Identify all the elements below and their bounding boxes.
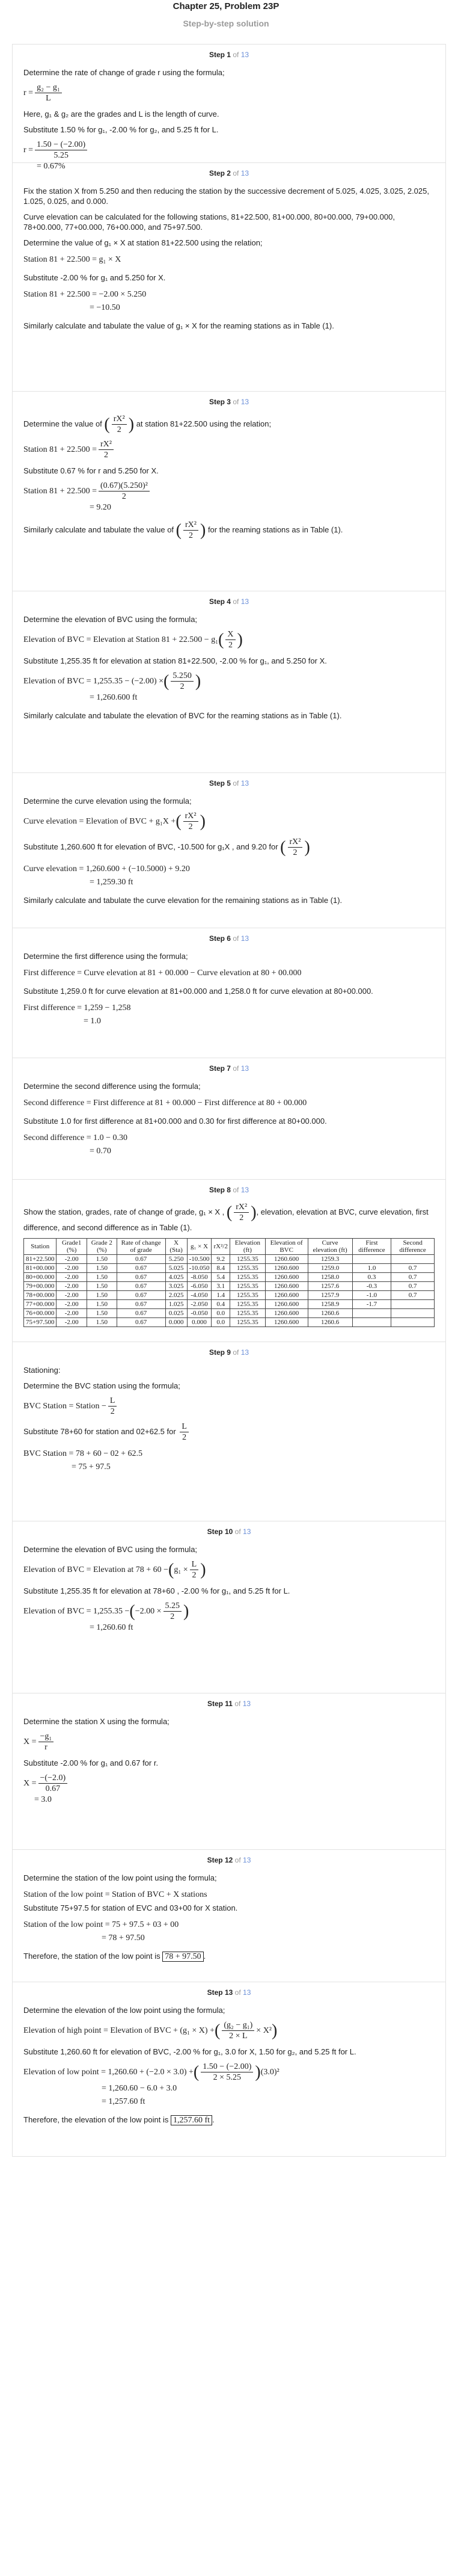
- table-cell: 78+00.000: [24, 1291, 56, 1300]
- table-cell: [391, 1255, 435, 1264]
- step-card: [12, 163, 446, 392]
- formula: BVC Station = 78 + 60 − 02 + 62.5 = 75 + 97.5: [23, 1449, 143, 1471]
- step-text: Stationing:: [23, 1366, 61, 1375]
- table-header-cell: Rate of change of grade: [117, 1239, 165, 1255]
- table-cell: 1255.35: [230, 1282, 265, 1291]
- table-cell: 0.000: [187, 1318, 212, 1327]
- step-text: Fix the station X from 5.250 and then reducing the station by the successive decrement of 5.025, 4.025, 3.025, 2.025, 1.025, 0.025, and 0.000.: [23, 186, 429, 206]
- table-cell: -1.7: [352, 1300, 391, 1309]
- step-text: Similarly calculate and tabulate the curve elevation for the remaining stations as in Table (1).: [23, 896, 343, 905]
- table-cell: -2.00: [56, 1318, 87, 1327]
- table-cell: 75+97.500: [24, 1318, 56, 1327]
- table-cell: 1260.600: [265, 1282, 308, 1291]
- table-cell: -2.00: [56, 1264, 87, 1273]
- step-header: Step 10 of 13: [207, 1527, 251, 1536]
- formula: Elevation of BVC = Elevation at 78 + 60 − ( g₁ × $\frac{L}{2}$ ): [23, 1560, 206, 1580]
- table-cell: -2.00: [56, 1255, 87, 1264]
- table-cell: 0.67: [117, 1309, 165, 1318]
- step-text: Determine the elevation of BVC using the formula;: [23, 615, 198, 624]
- table-cell: 9.2: [212, 1255, 230, 1264]
- step-text: Determine the rate of change of grade r using the formula;: [23, 68, 225, 77]
- step-text: Substitute 1,259.0 ft for curve elevation at 81+00.000 and 1,258.0 ft for curve elevation at 80+00.000.: [23, 987, 373, 996]
- table-cell: -2.050: [187, 1300, 212, 1309]
- table-cell: 0.67: [117, 1300, 165, 1309]
- formula: X = $\frac{\text{−g₁}}{r}$: [23, 1732, 435, 1752]
- table-cell: 1.0: [352, 1264, 391, 1273]
- table-row: [24, 1318, 435, 1327]
- step-header: Step 4 of 13: [209, 597, 249, 606]
- table-cell: 0.67: [117, 1291, 165, 1300]
- table-cell: 1.50: [87, 1291, 117, 1300]
- step-card: [12, 928, 446, 1058]
- table-cell: 1.50: [87, 1309, 117, 1318]
- formula: Curve elevation = Elevation of BVC + g₁X + ( $\frac{\text{rX²}}{2}$ ): [23, 812, 206, 831]
- table-cell: 79+00.000: [24, 1282, 56, 1291]
- page-title: Chapter 25, Problem 23P: [173, 1, 279, 11]
- table-cell: 1258.9: [308, 1300, 352, 1309]
- table-row: [24, 1309, 435, 1318]
- table-header-cell: Station: [24, 1239, 56, 1255]
- table-cell: [391, 1300, 435, 1309]
- table-cell: 8.4: [212, 1264, 230, 1273]
- table-cell: 0.67: [117, 1282, 165, 1291]
- table-cell: 0.67: [117, 1264, 165, 1273]
- table-cell: 1255.35: [230, 1255, 265, 1264]
- table-cell: 1260.600: [265, 1318, 308, 1327]
- table-cell: 1.50: [87, 1300, 117, 1309]
- step-text: Similarly calculate and tabulate the elevation of BVC for the reaming stations as in Table (1).: [23, 711, 342, 720]
- table-cell: -4.050: [187, 1291, 212, 1300]
- step-card: [12, 1693, 446, 1850]
- table-cell: -2.00: [56, 1291, 87, 1300]
- step-text: Substitute 1,255.35 ft for elevation at station 81+22.500, -2.00 % for g₁, and 5.250 for X.: [23, 656, 327, 665]
- table-cell: -2.00: [56, 1309, 87, 1318]
- table-cell: 0.0: [212, 1318, 230, 1327]
- formula: Station 81 + 22.500 = $\frac{\text{(0.67)(5.250)²}}{2}$ = 9.20: [23, 481, 435, 514]
- table-cell: 0.7: [391, 1264, 435, 1273]
- step-text: Substitute 1.50 % for g₁, -2.00 % for g₂, and 5.25 ft for L.: [23, 125, 219, 134]
- step-card: [12, 1180, 446, 1342]
- table-cell: 1255.35: [230, 1291, 265, 1300]
- table-cell: -10.500: [187, 1255, 212, 1264]
- table-cell: -1.0: [352, 1291, 391, 1300]
- step-text: Substitute 0.67 % for r and 5.250 for X.: [23, 466, 159, 475]
- table-row: [24, 1255, 435, 1264]
- step-header: Step 13 of 13: [207, 1988, 251, 1997]
- table-cell: 0.67: [117, 1318, 165, 1327]
- table-cell: 2.025: [165, 1291, 187, 1300]
- step-text: Determine the station of the low point using the formula;: [23, 1873, 217, 1882]
- step-card: [12, 1058, 446, 1180]
- table-cell: [352, 1255, 391, 1264]
- step-text: Substitute 1,260.600 ft for elevation of BVC, -10.500 for g₁X , and 9.20 for ( $\frac{\text{rX²}}{2}$ ): [23, 837, 310, 857]
- table-cell: 0.67: [117, 1273, 165, 1282]
- step-text: Substitute 75+97.5 for station of EVC and 03+00 for X station.: [23, 1903, 238, 1912]
- table-cell: 0.3: [352, 1273, 391, 1282]
- step-text: Determine the station X using the formula;: [23, 1717, 170, 1726]
- page-header: [0, 0, 452, 28]
- table-header-cell: X (Sta): [165, 1239, 187, 1255]
- formula: Station of the low point = Station of BVC + X stations: [23, 1890, 207, 1899]
- steps-list: [0, 44, 452, 2157]
- formula: Station 81 + 22.500 = −2.00 × 5.250 = −10.50: [23, 290, 147, 312]
- step-card: [12, 392, 446, 591]
- step-card: [12, 1982, 446, 2157]
- table-cell: 1.50: [87, 1255, 117, 1264]
- table-cell: 0.7: [391, 1273, 435, 1282]
- table-cell: 77+00.000: [24, 1300, 56, 1309]
- formula: BVC Station = Station − $\frac{L}{2}$: [23, 1396, 435, 1416]
- table-header-cell: rX²/2: [212, 1239, 230, 1255]
- step-card: [12, 1521, 446, 1693]
- table-cell: 5.250: [165, 1255, 187, 1264]
- step-header: Step 5 of 13: [209, 779, 249, 787]
- table-cell: 1.50: [87, 1318, 117, 1327]
- step-header: Step 8 of 13: [209, 1186, 249, 1194]
- table-cell: 1260.6: [308, 1318, 352, 1327]
- table-header-cell: Curve elevation (ft): [308, 1239, 352, 1255]
- table-row: [24, 1291, 435, 1300]
- step-text: Show the station, grades, rate of change of grade, g₁ × X , ( $\frac{\text{rX²}}{2}$ ) , elevation, elevation at BVC, curve elevation, first difference, and second difference as in Table (1).: [23, 1203, 429, 1232]
- table-cell: 1257.6: [308, 1282, 352, 1291]
- table-cell: 1260.600: [265, 1291, 308, 1300]
- step-text: Determine the value of g₁ × X at station 81+22.500 using the relation;: [23, 238, 263, 247]
- table-row: [24, 1300, 435, 1309]
- table-cell: -2.00: [56, 1273, 87, 1282]
- step-text: Substitute -2.00 % for g₁ and 5.250 for X.: [23, 273, 166, 282]
- table-header-cell: Grade1 (%): [56, 1239, 87, 1255]
- table-cell: 76+00.000: [24, 1309, 56, 1318]
- formula: First difference = Curve elevation at 81 + 00.000 − Curve elevation at 80 + 00.000: [23, 969, 302, 978]
- step-text: Determine the BVC station using the formula;: [23, 1381, 180, 1390]
- table-cell: 0.0: [212, 1309, 230, 1318]
- table-cell: -8.050: [187, 1273, 212, 1282]
- final-answer: Therefore, the elevation of the low point is 1,257.60 ft .: [23, 2115, 215, 2125]
- step-header: Step 2 of 13: [209, 169, 249, 177]
- formula: X = $\frac{-(-2.0)}{0.67}$ = 3.0: [23, 1773, 435, 1807]
- step-card: [12, 44, 446, 171]
- table-header-cell: Grade 2 (%): [87, 1239, 117, 1255]
- table-cell: 1260.600: [265, 1300, 308, 1309]
- table-cell: 1257.9: [308, 1291, 352, 1300]
- step-card: [12, 773, 446, 928]
- formula: Second difference = First difference at 81 + 00.000 − First difference at 80 + 00.000: [23, 1098, 307, 1108]
- step-text: Substitute 1,260.60 ft for elevation of BVC, -2.00 % for g₁, 3.0 for X, 1.50 for g₂, and 5.25 ft for L.: [23, 2047, 356, 2056]
- step-card: [12, 1850, 446, 1982]
- results-table: [23, 1238, 435, 1327]
- table-cell: 1.50: [87, 1273, 117, 1282]
- table-cell: 0.000: [165, 1318, 187, 1327]
- step-text: Substitute 1.0 for first difference at 81+00.000 and 0.30 for first difference at 80+00.000.: [23, 1117, 327, 1126]
- table-cell: 4.025: [165, 1273, 187, 1282]
- table-cell: 81+22.500: [24, 1255, 56, 1264]
- step-text: Determine the value of ( $\frac{\text{rX²}}{2}$ ) at station 81+22.500 using the relation;: [23, 414, 272, 434]
- step-header: Step 9 of 13: [209, 1348, 249, 1357]
- formula: Elevation of BVC = 1,255.35 − (−2.00) × ( $\frac{5.250}{2}$ ) = 1,260.600 ft: [23, 671, 201, 702]
- page-subtitle: Step-by-step solution: [183, 19, 269, 28]
- table-cell: 1258.0: [308, 1273, 352, 1282]
- step-text: Determine the second difference using the formula;: [23, 1082, 201, 1091]
- table-cell: -6.050: [187, 1282, 212, 1291]
- step-text: Determine the elevation of BVC using the formula;: [23, 1545, 198, 1554]
- formula: Station 81 + 22.500 = g₁ × X: [23, 255, 121, 264]
- table-cell: [352, 1309, 391, 1318]
- table-cell: 1.50: [87, 1264, 117, 1273]
- table-header-cell: Elevation of BVC: [265, 1239, 308, 1255]
- table-cell: 3.025: [165, 1282, 187, 1291]
- table-cell: 1.50: [87, 1282, 117, 1291]
- step-header: Step 7 of 13: [209, 1064, 249, 1073]
- table-cell: 1.025: [165, 1300, 187, 1309]
- step-text: Substitute -2.00 % for g₁ and 0.67 for r.: [23, 1758, 159, 1767]
- table-row: [24, 1273, 435, 1282]
- step-text: Curve elevation can be calculated for the following stations, 81+22.500, 81+00.000, 80+00.000, 79+00.000, 78+00.000, 77+00.000, 76+00.000, and 75+97.500.: [23, 212, 395, 232]
- formula: Station of the low point = 75 + 97.5 + 03 + 00 = 78 + 97.50: [23, 1920, 179, 1943]
- table-cell: 1260.6: [308, 1309, 352, 1318]
- table-cell: 1255.35: [230, 1273, 265, 1282]
- table-cell: 1255.35: [230, 1300, 265, 1309]
- formula: Second difference = 1.0 − 0.30 = 0.70: [23, 1133, 127, 1156]
- formula: Elevation of BVC = 1,255.35 − ( −2.00 × $\frac{5.25}{2}$ ) = 1,260.60 ft: [23, 1601, 189, 1632]
- table-cell: [352, 1318, 391, 1327]
- step-header: Step 12 of 13: [207, 1856, 251, 1864]
- table-cell: -2.00: [56, 1282, 87, 1291]
- step-card: [12, 591, 446, 773]
- step-card: [12, 1342, 446, 1521]
- formula: Station 81 + 22.500 = $\frac{\text{rX²}}{2}$: [23, 440, 435, 460]
- table-header-cell: First difference: [352, 1239, 391, 1255]
- step-header: Step 1 of 13: [209, 51, 249, 59]
- table-cell: 3.1: [212, 1282, 230, 1291]
- formula: First difference = 1,259 − 1,258 = 1.0: [23, 1003, 131, 1026]
- table-cell: 0.4: [212, 1300, 230, 1309]
- formula: Elevation of BVC = Elevation at Station 81 + 22.500 − g₁ ( $\frac{X}{2}$ ): [23, 630, 243, 650]
- step-text: Determine the first difference using the formula;: [23, 952, 188, 961]
- table-cell: -10.050: [187, 1264, 212, 1273]
- formula: Elevation of high point = Elevation of BVC + (g₁ × X) + ( $\frac{\text{(g₂ − g₁)}}{2 \times L}$ × X² ): [23, 2021, 278, 2041]
- table-cell: 1260.600: [265, 1309, 308, 1318]
- table-cell: 1260.600: [265, 1255, 308, 1264]
- formula: r = $\frac{\text{g₂ − g₁}}{L}$: [23, 83, 435, 103]
- table-cell: 0.025: [165, 1309, 187, 1318]
- final-answer: Therefore, the station of the low point is 78 + 97.50 .: [23, 1952, 206, 1961]
- step-text: Similarly calculate and tabulate the value of ( $\frac{\text{rX²}}{2}$ ) for the reaming stations as in Table (1).: [23, 520, 343, 540]
- step-header: Step 6 of 13: [209, 934, 249, 943]
- table-cell: 1260.600: [265, 1264, 308, 1273]
- table-header-cell: g₁ × X: [187, 1239, 212, 1255]
- table-cell: 1255.35: [230, 1318, 265, 1327]
- table-cell: 0.7: [391, 1291, 435, 1300]
- table-row: [24, 1264, 435, 1273]
- step-text: Substitute 1,255.35 ft for elevation at 78+60 , -2.00 % for g₁, and 5.25 ft for L.: [23, 1586, 290, 1595]
- table-cell: 1259.0: [308, 1264, 352, 1273]
- table-cell: 5.4: [212, 1273, 230, 1282]
- table-cell: [391, 1318, 435, 1327]
- formula: Curve elevation = 1,260.600 + (−10.5000) + 9.20 = 1,259.30 ft: [23, 864, 190, 887]
- table-cell: 0.67: [117, 1255, 165, 1264]
- step-text: Determine the elevation of the low point using the formula;: [23, 2006, 225, 2015]
- table-header-cell: Second difference: [391, 1239, 435, 1255]
- table-cell: [391, 1309, 435, 1318]
- table-header-cell: Elevation (ft): [230, 1239, 265, 1255]
- table-cell: 0.7: [391, 1282, 435, 1291]
- step-text: Here, g₁ & g₂ are the grades and L is the length of curve.: [23, 109, 219, 119]
- table-cell: -2.00: [56, 1300, 87, 1309]
- step-text: Substitute 78+60 for station and 02+62.5 for $\frac{L}{2}$: [23, 1422, 435, 1442]
- table-cell: -0.3: [352, 1282, 391, 1291]
- table-row: [24, 1282, 435, 1291]
- table-cell: 1.4: [212, 1291, 230, 1300]
- step-header: Step 3 of 13: [209, 398, 249, 406]
- table-cell: -0.050: [187, 1309, 212, 1318]
- table-cell: 81+00.000: [24, 1264, 56, 1273]
- table-cell: 1260.600: [265, 1273, 308, 1282]
- table-cell: 1259.3: [308, 1255, 352, 1264]
- step-text: Determine the curve elevation using the formula;: [23, 797, 192, 806]
- table-cell: 5.025: [165, 1264, 187, 1273]
- formula: Elevation of low point = 1,260.60 + (−2.0 × 3.0) + ( $\frac{1.50 - (-2.00)}{2 \times 5.25}$ ) (3.0)² = 1,260.60 − 6.0 + 3.0 = 1,257.60 ft: [23, 2062, 279, 2106]
- table-cell: 80+00.000: [24, 1273, 56, 1282]
- formula: r = $\frac{1.50 - (-2.00)}{5.25}$ = 0.67%: [23, 140, 435, 173]
- table-cell: 1255.35: [230, 1309, 265, 1318]
- step-text: Similarly calculate and tabulate the value of g₁ × X for the reaming stations as in Table (1).: [23, 321, 334, 330]
- table-cell: 1255.35: [230, 1264, 265, 1273]
- step-header: Step 11 of 13: [207, 1699, 251, 1708]
